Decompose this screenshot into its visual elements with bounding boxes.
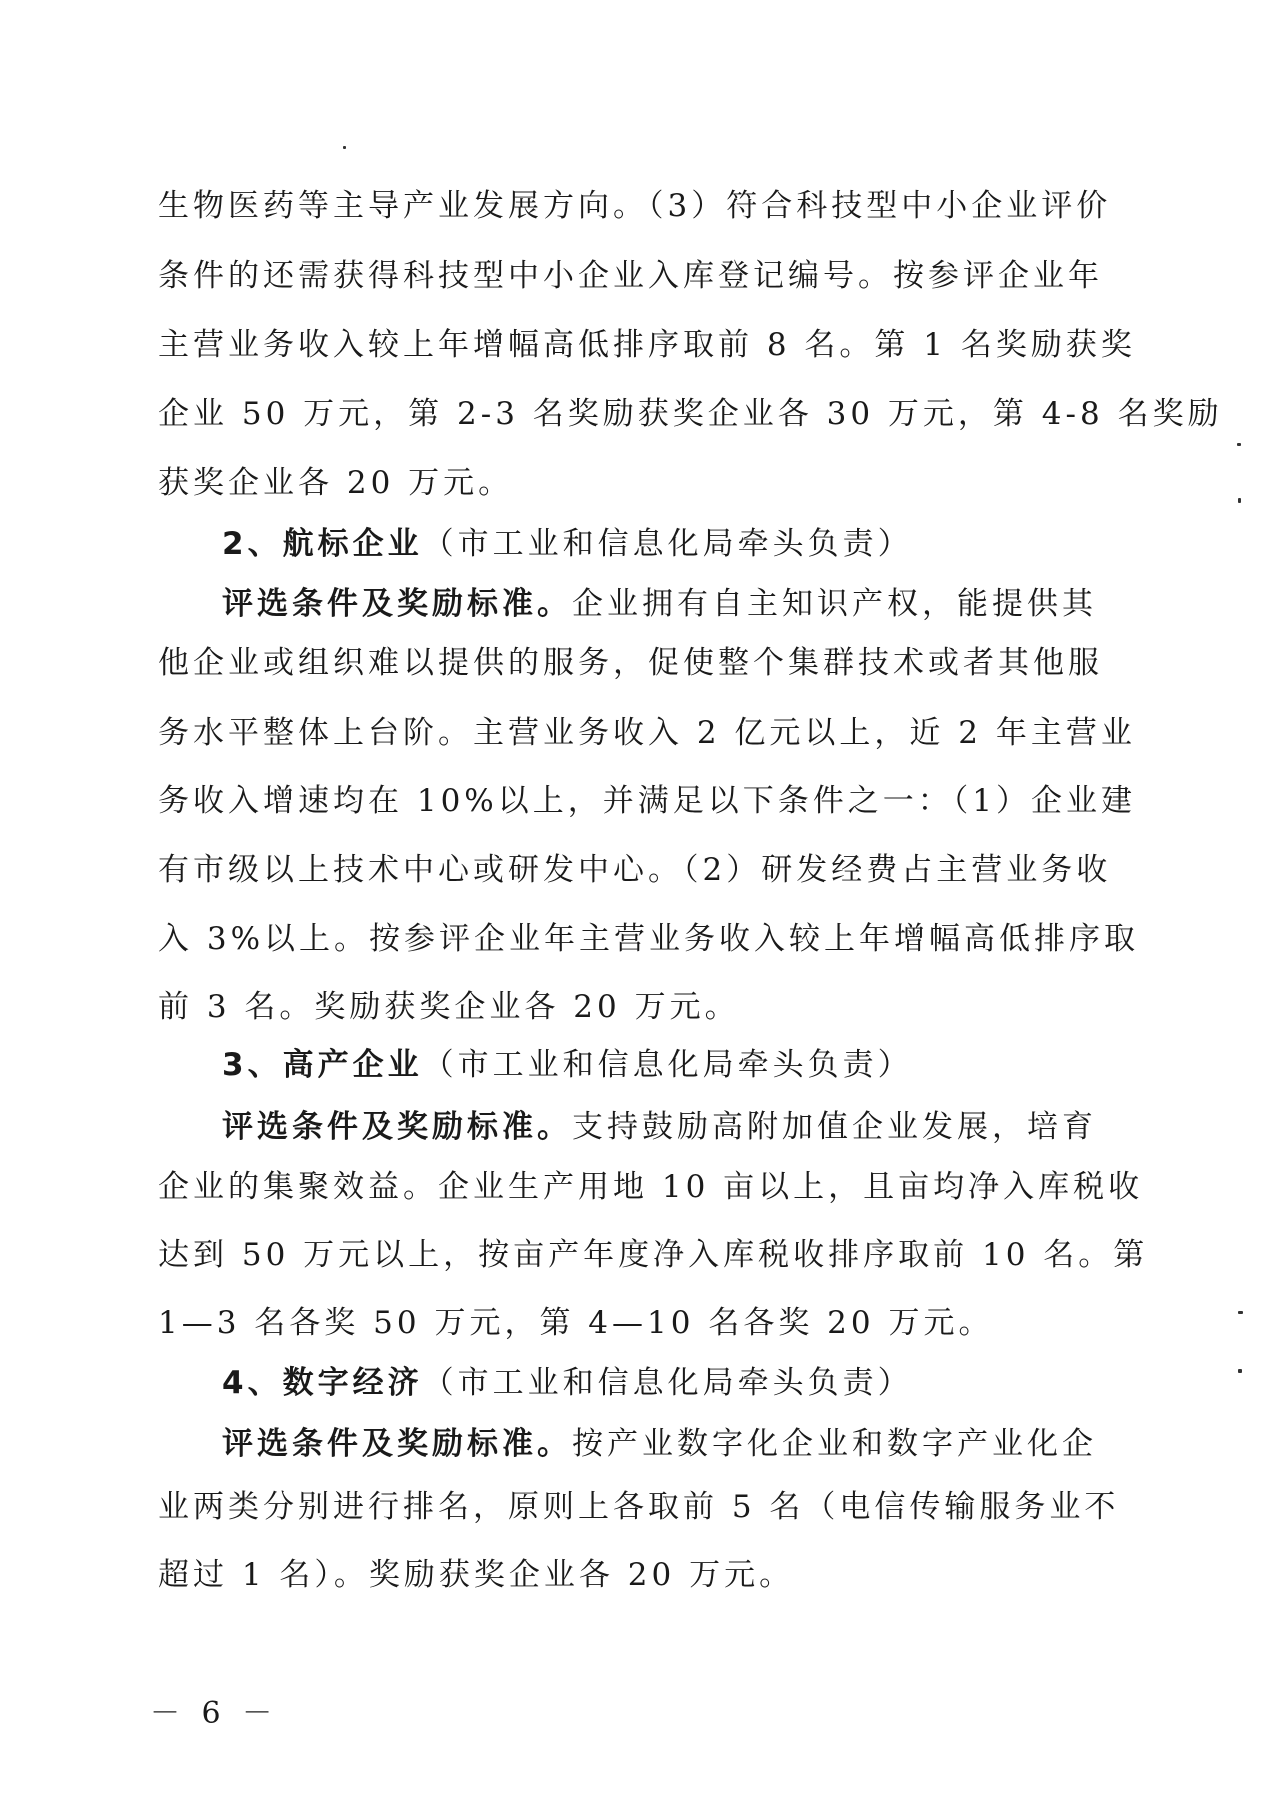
criteria-line (222, 1424, 1182, 1464)
responsible-note: （市工业和信息化局牵头负责） (422, 526, 913, 562)
body-line: 业两类分别进行排名，原则上各取前 5 名（电信传输服务业不 (158, 1489, 1120, 1525)
body-line: 务收入增速均在 10%以上，并满足以下条件之一：（1）企业建 (158, 783, 1136, 819)
criteria-line (222, 584, 1182, 624)
section-heading: 4、数字经济 (222, 1365, 423, 1401)
scan-speck (1237, 443, 1241, 446)
body-line: 达到 50 万元以上，按亩产年度净入库税收排序取前 10 名。第 (158, 1237, 1149, 1273)
responsible-note: （市工业和信息化局牵头负责） (422, 1365, 913, 1401)
body-line: 务水平整体上台阶。主营业务收入 2 亿元以上，近 2 年主营业 (158, 715, 1136, 751)
criteria-label: 评选条件及奖励标准。 (222, 1426, 572, 1462)
scan-speck (1238, 1369, 1242, 1373)
body-line: 条件的还需获得科技型中小企业入库登记编号。按参评企业年 (158, 258, 1103, 294)
section-heading-line (222, 1363, 1182, 1403)
body-line: 他企业或组织难以提供的服务，促使整个集群技术或者其他服 (158, 645, 1103, 681)
scan-speck (1238, 1311, 1243, 1314)
criteria-text: 支持鼓励高附加值企业发展，培育 (572, 1109, 1097, 1145)
body-line: 有市级以上技术中心或研发中心。（2）研发经费占主营业务收 (158, 852, 1112, 888)
body-line: 企业的集聚效益。企业生产用地 10 亩以上，且亩均净入库税收 (158, 1169, 1144, 1205)
body-line: 前 3 名。奖励获奖企业各 20 万元。 (158, 989, 740, 1025)
scan-speck (1238, 498, 1241, 503)
responsible-note: （市工业和信息化局牵头负责） (422, 1047, 913, 1083)
section-heading: 2、航标企业 (222, 526, 423, 562)
section-heading: 3、高产企业 (222, 1047, 423, 1083)
body-line: 1—3 名各奖 50 万元，第 4—10 名各奖 20 万元。 (158, 1305, 994, 1341)
body-line: 企业 50 万元，第 2-3 名奖励获奖企业各 30 万元，第 4-8 名奖励 (158, 396, 1223, 432)
body-line: 主营业务收入较上年增幅高低排序取前 8 名。第 1 名奖励获奖 (158, 327, 1136, 363)
body-line: 超过 1 名）。奖励获奖企业各 20 万元。 (158, 1557, 795, 1593)
body-line: 生物医药等主导产业发展方向。（3）符合科技型中小企业评价 (158, 188, 1112, 224)
scan-speck (343, 146, 346, 149)
criteria-label: 评选条件及奖励标准。 (222, 586, 572, 622)
section-heading-line (222, 1045, 1182, 1085)
body-line: 入 3%以上。按参评企业年主营业务收入较上年增幅高低排序取 (158, 921, 1140, 957)
body-line: 获奖企业各 20 万元。 (158, 465, 514, 501)
page-number: － 6 － (150, 1696, 279, 1731)
criteria-line (222, 1107, 1182, 1147)
criteria-text: 企业拥有自主知识产权，能提供其 (572, 586, 1097, 622)
criteria-label: 评选条件及奖励标准。 (222, 1109, 572, 1145)
criteria-text: 按产业数字化企业和数字产业化企 (572, 1426, 1097, 1462)
section-heading-line (222, 524, 1182, 564)
